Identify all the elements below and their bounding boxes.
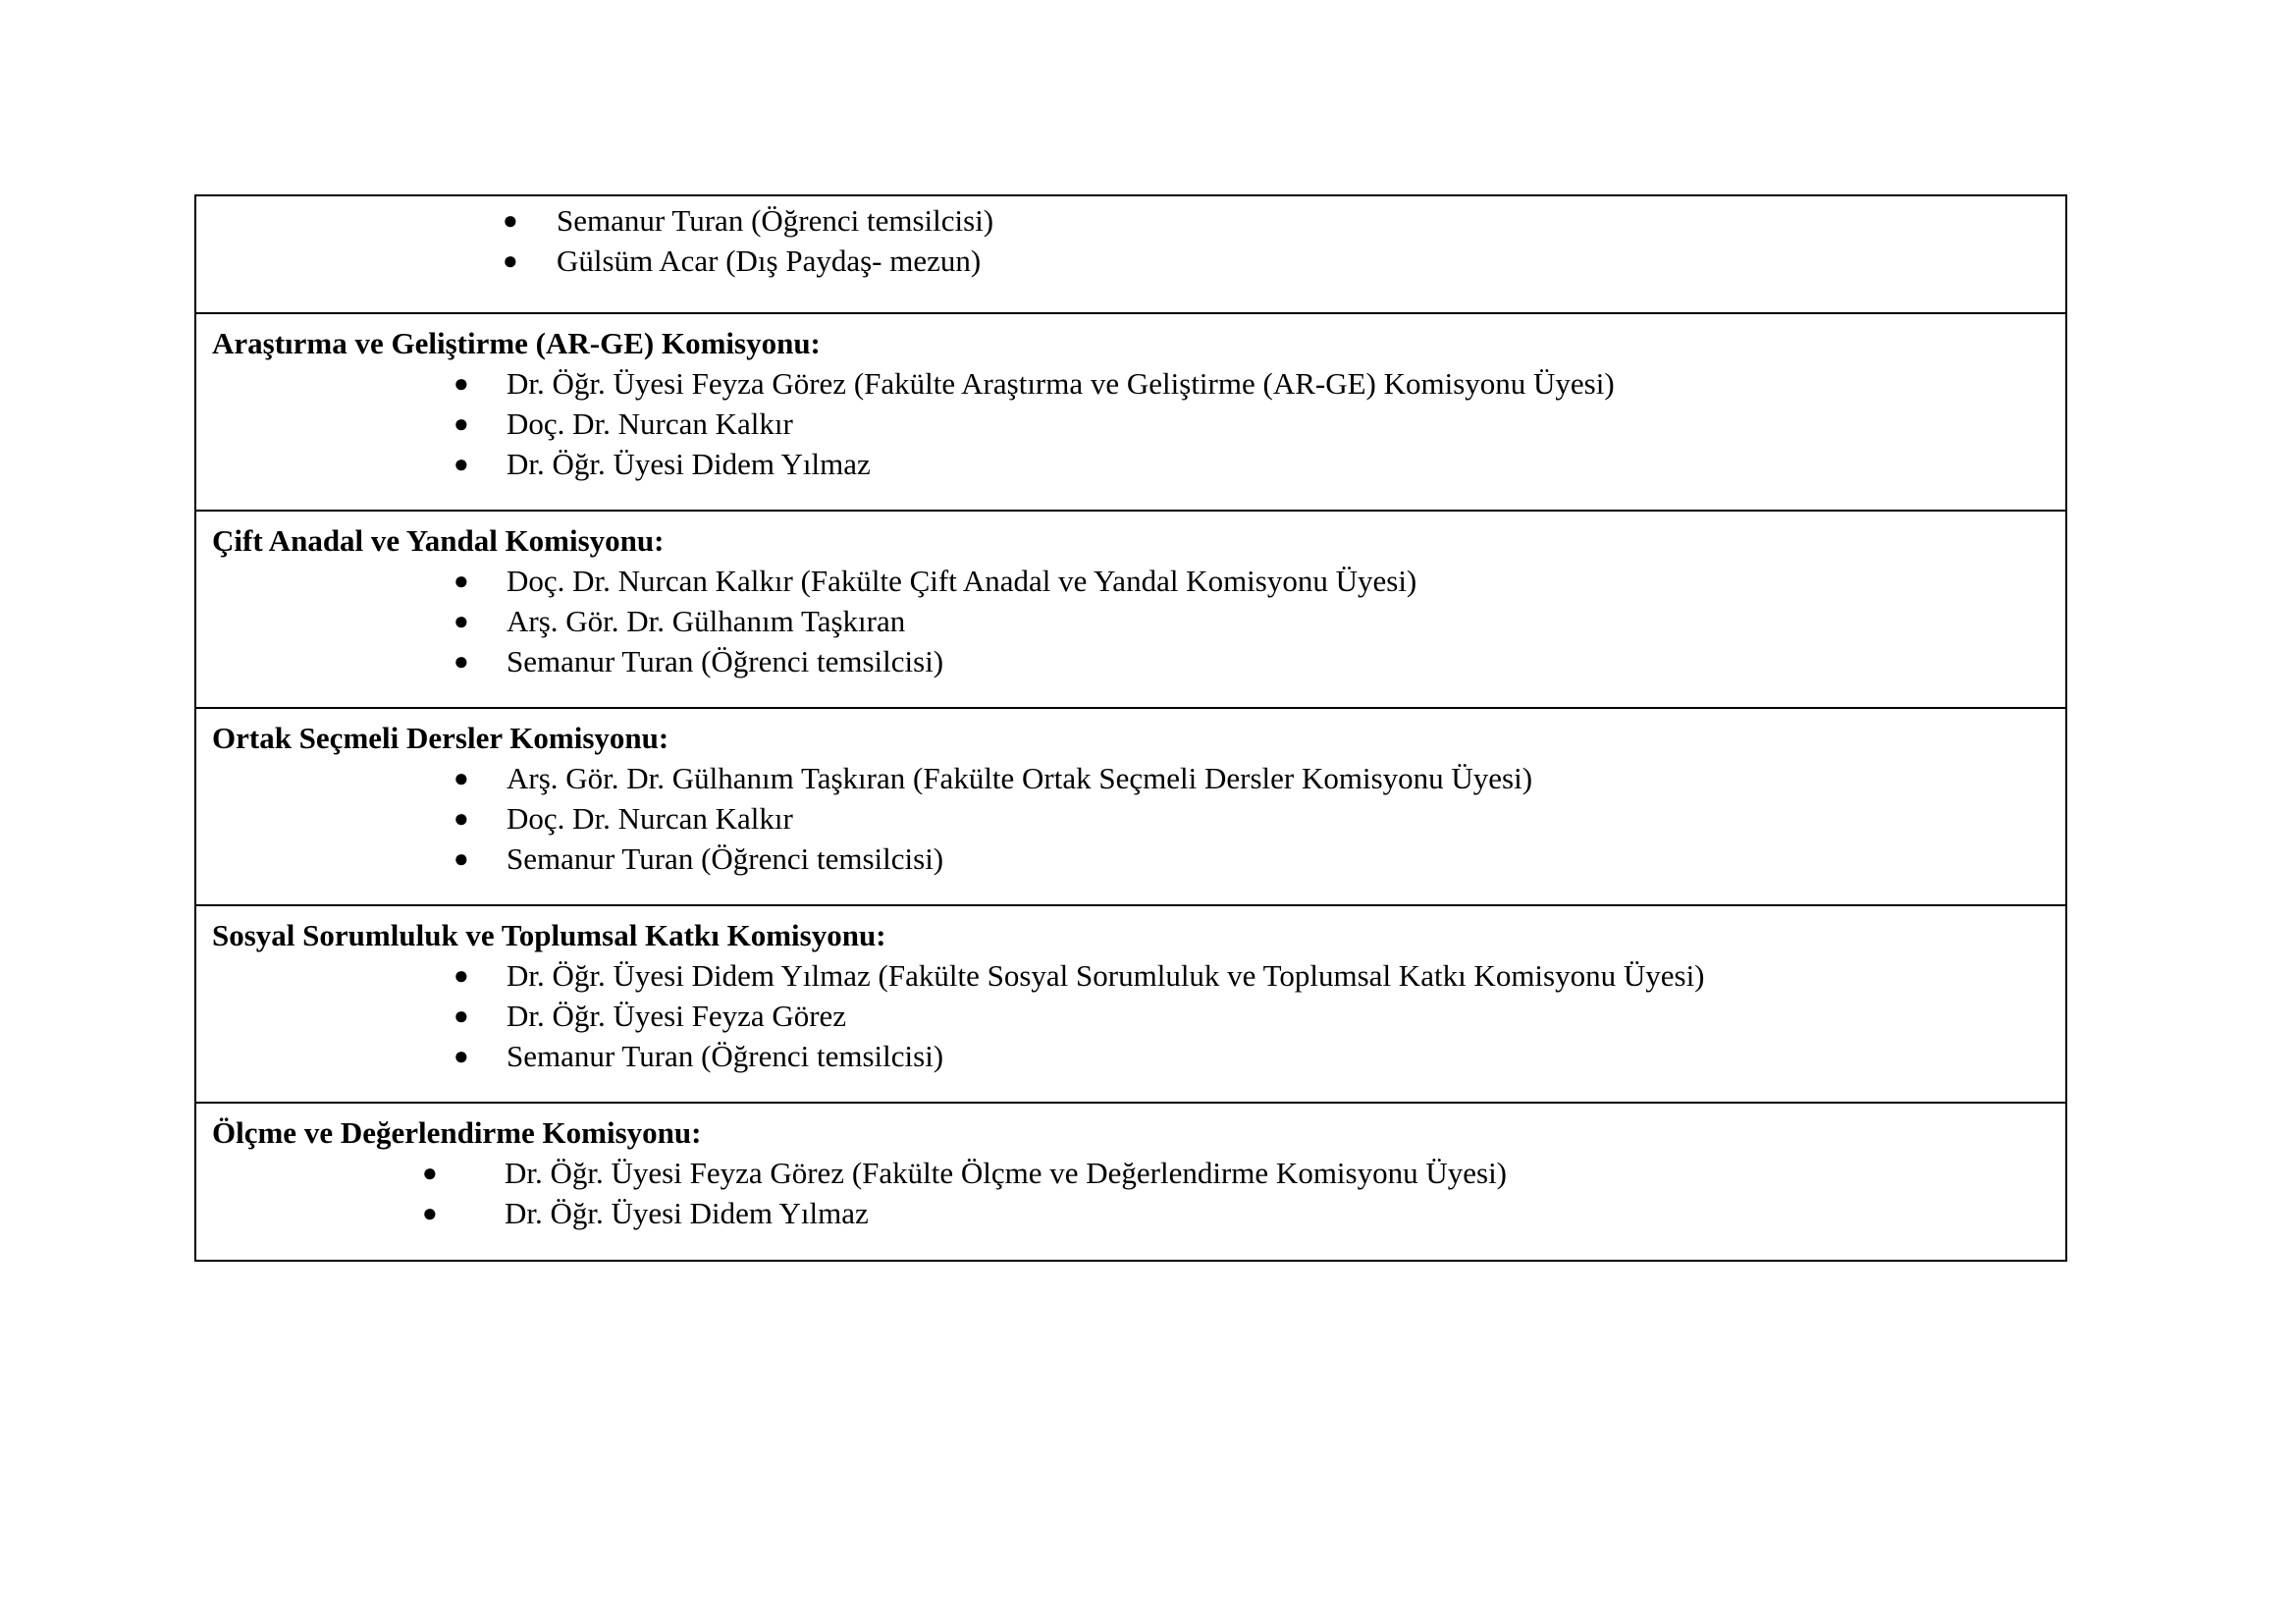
member-text: Arş. Gör. Dr. Gülhanım Taşkıran (Fakülte Ortak Seçmeli Dersler Komisyonu Üyesi) bbox=[507, 761, 1533, 795]
member-text: Doç. Dr. Nurcan Kalkır bbox=[507, 801, 793, 836]
section-title: Çift Anadal ve Yandal Komisyonu: bbox=[212, 523, 665, 558]
list-item bbox=[212, 758, 2065, 798]
table-cell-double-major-commission bbox=[196, 510, 2065, 707]
member-list bbox=[212, 561, 2065, 681]
table-cell-social-responsibility-commission bbox=[196, 904, 2065, 1102]
list-item bbox=[212, 404, 2065, 444]
member-text: Semanur Turan (Öğrenci temsilcisi) bbox=[507, 1039, 944, 1073]
list-item bbox=[212, 1153, 2065, 1193]
bullet-icon: ● bbox=[503, 206, 518, 235]
bullet-icon: ● bbox=[422, 1159, 438, 1187]
list-item bbox=[212, 798, 2065, 839]
bullet-icon: ● bbox=[454, 961, 469, 990]
member-text: Doç. Dr. Nurcan Kalkır bbox=[507, 406, 793, 441]
bullet-icon: ● bbox=[454, 1001, 469, 1030]
list-item bbox=[212, 601, 2065, 641]
bullet-icon: ● bbox=[454, 804, 469, 833]
list-item bbox=[212, 561, 2065, 601]
list-item bbox=[212, 363, 2065, 404]
member-text: Dr. Öğr. Üyesi Feyza Görez bbox=[507, 999, 847, 1033]
member-text: Dr. Öğr. Üyesi Feyza Görez (Fakülte Araştırma ve Geliştirme (AR-GE) Komisyonu Üyesi) bbox=[507, 366, 1615, 401]
member-list bbox=[212, 1153, 2065, 1233]
list-item bbox=[212, 241, 2065, 281]
member-list bbox=[212, 363, 2065, 484]
member-text: Dr. Öğr. Üyesi Didem Yılmaz bbox=[507, 447, 871, 481]
member-text: Semanur Turan (Öğrenci temsilcisi) bbox=[507, 644, 944, 678]
list-item bbox=[212, 1036, 2065, 1076]
bullet-icon: ● bbox=[454, 567, 469, 595]
table-cell-assessment-commission bbox=[196, 1102, 2065, 1260]
member-list bbox=[212, 200, 2065, 281]
table-cell-elective-courses-commission bbox=[196, 707, 2065, 904]
bullet-icon: ● bbox=[454, 764, 469, 792]
list-item bbox=[212, 1193, 2065, 1233]
bullet-icon: ● bbox=[454, 369, 469, 398]
member-text: Semanur Turan (Öğrenci temsilcisi) bbox=[507, 841, 944, 876]
bullet-icon: ● bbox=[454, 844, 469, 873]
list-item bbox=[212, 996, 2065, 1036]
commission-table bbox=[194, 194, 2067, 1262]
bullet-icon: ● bbox=[454, 450, 469, 478]
member-text: Dr. Öğr. Üyesi Feyza Görez (Fakülte Ölçme ve Değerlendirme Komisyonu Üyesi) bbox=[505, 1156, 1508, 1190]
list-item bbox=[212, 641, 2065, 681]
bullet-icon: ● bbox=[454, 1042, 469, 1070]
list-item bbox=[212, 839, 2065, 879]
member-list bbox=[212, 955, 2065, 1076]
member-text: Dr. Öğr. Üyesi Didem Yılmaz bbox=[505, 1196, 869, 1230]
list-item bbox=[212, 955, 2065, 996]
table-cell-continuation bbox=[196, 196, 2065, 312]
bullet-icon: ● bbox=[454, 647, 469, 676]
member-text: Semanur Turan (Öğrenci temsilcisi) bbox=[557, 203, 994, 238]
table-cell-arge-commission bbox=[196, 312, 2065, 510]
bullet-icon: ● bbox=[422, 1199, 438, 1227]
section-title: Ortak Seçmeli Dersler Komisyonu: bbox=[212, 721, 669, 755]
member-text: Arş. Gör. Dr. Gülhanım Taşkıran bbox=[507, 604, 906, 638]
bullet-icon: ● bbox=[454, 607, 469, 635]
section-title: Ölçme ve Değerlendirme Komisyonu: bbox=[212, 1115, 702, 1150]
member-text: Dr. Öğr. Üyesi Didem Yılmaz (Fakülte Sosyal Sorumluluk ve Toplumsal Katkı Komisyonu Üyesi) bbox=[507, 958, 1705, 993]
section-title: Araştırma ve Geliştirme (AR-GE) Komisyonu: bbox=[212, 326, 821, 360]
member-text: Doç. Dr. Nurcan Kalkır (Fakülte Çift Anadal ve Yandal Komisyonu Üyesi) bbox=[507, 564, 1417, 598]
bullet-icon: ● bbox=[503, 246, 518, 275]
bullet-icon: ● bbox=[454, 409, 469, 438]
section-title: Sosyal Sorumluluk ve Toplumsal Katkı Komisyonu: bbox=[212, 918, 886, 952]
member-text: Gülsüm Acar (Dış Paydaş- mezun) bbox=[557, 244, 982, 278]
list-item bbox=[212, 200, 2065, 241]
list-item bbox=[212, 444, 2065, 484]
member-list bbox=[212, 758, 2065, 879]
